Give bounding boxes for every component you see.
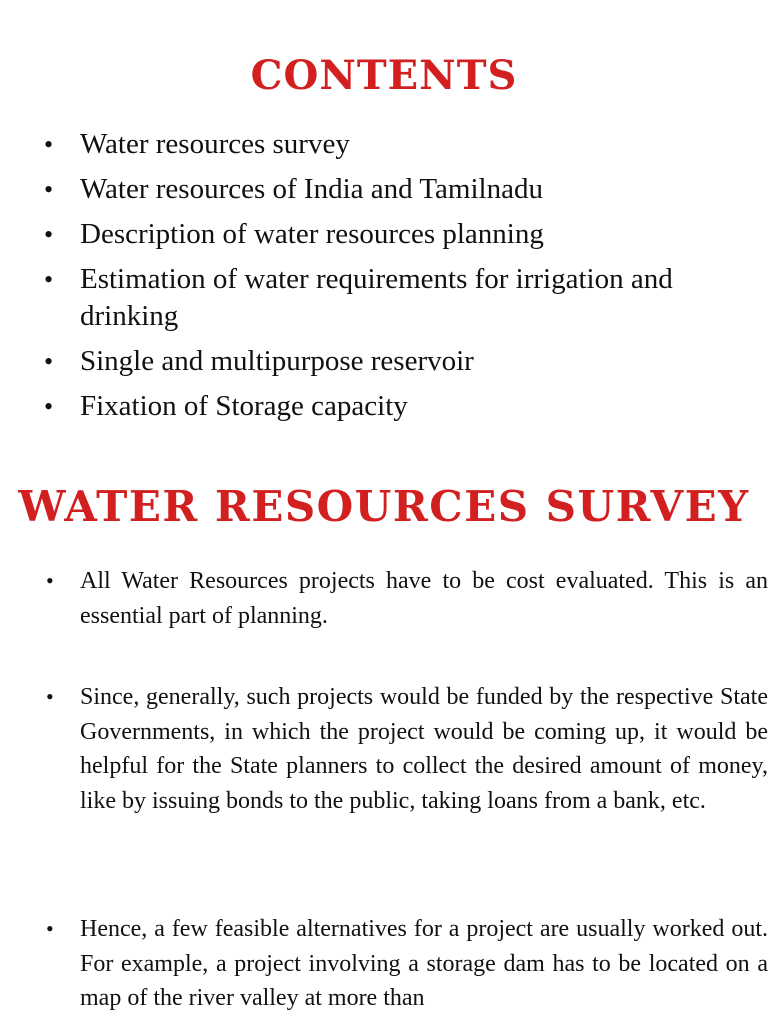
list-item: • Description of water resources planning	[40, 216, 740, 253]
paragraph: • Since, generally, such projects would be funded by the respective State Governments, in which the project would be coming up, it would be helpful for the State planners to collect the desired amount of money, like by issuing bonds to the public, taking loans from a bank, etc.	[40, 680, 768, 818]
list-item: • Estimation of water requirements for irrigation and drinking	[40, 261, 740, 335]
contents-list	[40, 126, 740, 433]
contents-title: CONTENTS	[250, 52, 518, 99]
paragraph: • All Water Resources projects have to be cost evaluated. This is an essential part of planning.	[40, 564, 768, 633]
list-item: • Water resources survey	[40, 126, 740, 163]
list-item: • Single and multipurpose reservoir	[40, 343, 740, 380]
list-item: • Fixation of Storage capacity	[40, 388, 740, 425]
section-title: WATER RESOURCES SURVEY	[18, 482, 750, 531]
list-item: • Water resources of India and Tamilnadu	[40, 171, 740, 208]
paragraph: • Hence, a few feasible alternatives for a project are usually worked out. For example, a project involving a storage dam has to be located on a map of the river valley at more than	[40, 912, 768, 1016]
